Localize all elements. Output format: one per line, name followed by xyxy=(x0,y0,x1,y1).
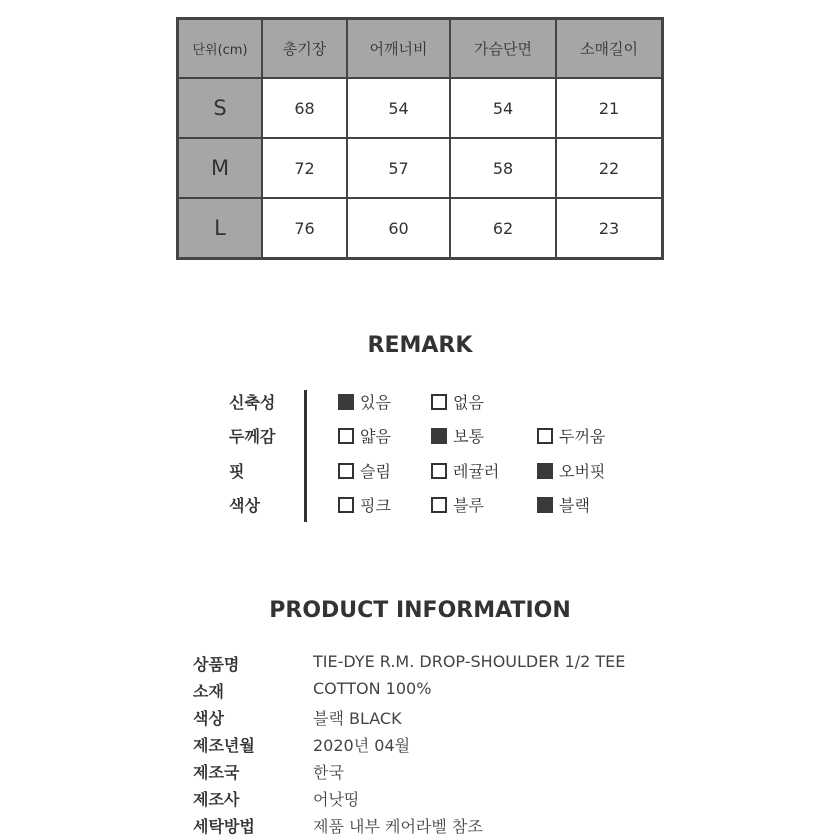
checkbox-unchecked xyxy=(431,394,447,410)
remark-option[interactable] xyxy=(338,493,391,516)
checkbox-unchecked xyxy=(431,463,447,479)
product-info-title: PRODUCT INFORMATION xyxy=(269,598,571,623)
size-table xyxy=(176,17,664,260)
remark-option-label: 레귤러 xyxy=(453,462,500,481)
info-label: 상품명 xyxy=(193,655,240,674)
size-row-l xyxy=(178,198,663,259)
info-value: 블랙 BLACK xyxy=(313,709,402,728)
remark-option[interactable] xyxy=(338,459,391,482)
remark-option[interactable] xyxy=(338,424,391,447)
remark-option[interactable] xyxy=(431,459,499,482)
remark-option[interactable] xyxy=(431,493,484,516)
remark-option-label: 두꺼움 xyxy=(559,427,606,446)
info-value: 제품 내부 케어라벨 참조 xyxy=(313,817,483,836)
size-cell: 21 xyxy=(556,78,663,138)
info-label: 제조사 xyxy=(193,790,240,809)
info-value: 한국 xyxy=(313,763,344,782)
remark-option-label: 핑크 xyxy=(360,496,391,515)
remark-option[interactable] xyxy=(338,390,391,413)
remark-option[interactable] xyxy=(431,424,484,447)
checkbox-checked xyxy=(537,497,553,513)
size-cell: 54 xyxy=(450,78,556,138)
remark-option-label: 보통 xyxy=(453,427,484,446)
remark-label-color: 색상 xyxy=(229,496,260,515)
size-label: M xyxy=(178,138,263,198)
size-table-header: 소매길이 xyxy=(556,19,663,79)
info-label: 제조국 xyxy=(193,763,240,782)
size-table-header: 가슴단면 xyxy=(450,19,556,79)
checkbox-unchecked xyxy=(537,428,553,444)
checkbox-checked xyxy=(338,394,354,410)
remark-option-label: 얇음 xyxy=(360,427,391,446)
checkbox-unchecked xyxy=(338,463,354,479)
info-value: COTTON 100% xyxy=(313,679,432,698)
remark-option-label: 슬림 xyxy=(360,462,391,481)
info-label: 소재 xyxy=(193,682,224,701)
checkbox-unchecked xyxy=(431,497,447,513)
size-table-header: 어깨너비 xyxy=(347,19,450,79)
info-label: 제조년월 xyxy=(193,736,255,755)
remark-option-label: 있음 xyxy=(360,393,391,412)
size-label: S xyxy=(178,78,263,138)
remark-option-label: 오버핏 xyxy=(559,462,606,481)
remark-label-thickness: 두께감 xyxy=(229,427,276,446)
size-cell: 23 xyxy=(556,198,663,259)
size-label: L xyxy=(178,198,263,259)
remark-label-stretch: 신축성 xyxy=(229,393,276,412)
remark-option-label: 블랙 xyxy=(559,496,590,515)
size-row-m xyxy=(178,138,663,198)
size-cell: 60 xyxy=(347,198,450,259)
checkbox-checked xyxy=(537,463,553,479)
size-cell: 76 xyxy=(262,198,347,259)
remark-option[interactable] xyxy=(537,459,605,482)
checkbox-unchecked xyxy=(338,428,354,444)
size-cell: 62 xyxy=(450,198,556,259)
remark-option[interactable] xyxy=(431,390,484,413)
size-cell: 22 xyxy=(556,138,663,198)
info-value: 어낫띵 xyxy=(313,790,360,809)
size-table-header: 단위(cm) xyxy=(178,19,263,79)
remark-label-fit: 핏 xyxy=(229,462,245,481)
info-label: 색상 xyxy=(193,709,224,728)
checkbox-checked xyxy=(431,428,447,444)
size-cell: 68 xyxy=(262,78,347,138)
remark-option-label: 블루 xyxy=(453,496,484,515)
checkbox-unchecked xyxy=(338,497,354,513)
info-value: TIE-DYE R.M. DROP-SHOULDER 1/2 TEE xyxy=(313,652,626,671)
size-table-header-row xyxy=(178,19,663,79)
remark-option[interactable] xyxy=(537,424,605,447)
remark-option-label: 없음 xyxy=(453,393,484,412)
remark-title: REMARK xyxy=(367,333,473,358)
size-cell: 72 xyxy=(262,138,347,198)
info-value: 2020년 04월 xyxy=(313,736,411,755)
size-row-s xyxy=(178,78,663,138)
remark-option[interactable] xyxy=(537,493,590,516)
size-cell: 54 xyxy=(347,78,450,138)
size-cell: 58 xyxy=(450,138,556,198)
info-label: 세탁방법 xyxy=(193,817,255,836)
size-table-header: 총기장 xyxy=(262,19,347,79)
size-cell: 57 xyxy=(347,138,450,198)
remark-divider xyxy=(304,390,307,522)
